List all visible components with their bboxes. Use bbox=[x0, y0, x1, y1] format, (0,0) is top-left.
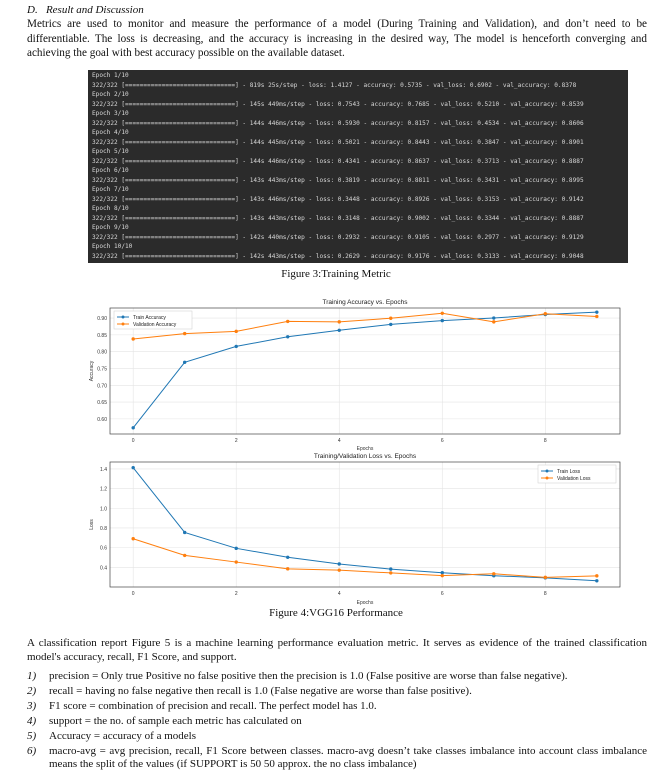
console-line: 322/322 [==============================] - 144s 445ms/step - loss: 0.5021 - accuracy: 0.8443 - val_loss: 0.3847 - val_accuracy: 0.8901 bbox=[92, 138, 584, 146]
data-point bbox=[338, 562, 341, 565]
x-tick-label: 8 bbox=[543, 591, 547, 597]
x-tick-label: 0 bbox=[131, 591, 135, 597]
list-text: recall = having no false negative then recall is 1.0 (False negative are worse than false positive). bbox=[49, 685, 472, 697]
data-point bbox=[441, 574, 444, 577]
console-line: Epoch 9/10 bbox=[92, 224, 129, 231]
figure3-caption: Figure 3:Training Metric bbox=[281, 268, 391, 280]
y-axis-label: Loss bbox=[89, 519, 95, 530]
console-line: Epoch 3/10 bbox=[92, 110, 129, 117]
console-line: Epoch 8/10 bbox=[92, 205, 129, 212]
y-tick-label: 0.8 bbox=[100, 525, 107, 532]
data-point bbox=[131, 426, 134, 429]
training-console-output bbox=[88, 70, 628, 263]
data-point bbox=[235, 547, 238, 550]
y-tick-label: 0.90 bbox=[97, 316, 107, 323]
data-point bbox=[286, 335, 289, 338]
console-line: Epoch 6/10 bbox=[92, 167, 129, 174]
y-tick-label: 1.0 bbox=[100, 506, 107, 513]
list-text: Accuracy = accuracy of a models bbox=[49, 730, 196, 742]
x-tick-label: 4 bbox=[337, 438, 341, 444]
y-tick-label: 0.65 bbox=[97, 400, 107, 407]
series-line bbox=[133, 312, 597, 428]
chart-title: Training/Validation Loss vs. Epochs bbox=[313, 453, 417, 460]
data-point bbox=[492, 572, 495, 575]
legend-label: Validation Loss bbox=[557, 475, 591, 482]
y-axis-label: Accuracy bbox=[89, 360, 95, 382]
data-point bbox=[441, 319, 444, 322]
data-point bbox=[183, 531, 186, 534]
data-point bbox=[235, 330, 238, 333]
x-tick-label: 6 bbox=[440, 438, 444, 444]
data-point bbox=[544, 576, 547, 579]
data-point bbox=[595, 310, 598, 313]
y-tick-label: 0.80 bbox=[97, 349, 107, 356]
list-text: support = the no. of sample each metric has calculated on bbox=[49, 715, 302, 727]
list-number: 5) bbox=[27, 730, 37, 742]
data-point bbox=[235, 345, 238, 348]
data-point bbox=[389, 571, 392, 574]
console-line: 322/322 [==============================] - 144s 446ms/step - loss: 0.5930 - accuracy: 0.8157 - val_loss: 0.4534 - val_accuracy: 0.8606 bbox=[92, 119, 584, 127]
list-number: 3) bbox=[27, 700, 37, 712]
legend-label: Train Loss bbox=[557, 468, 581, 475]
x-tick-label: 8 bbox=[543, 438, 547, 444]
data-point bbox=[389, 567, 392, 570]
data-point bbox=[286, 320, 289, 323]
data-point bbox=[338, 329, 341, 332]
console-line: 322/322 [==============================] - 143s 443ms/step - loss: 0.3819 - accuracy: 0.8811 - val_loss: 0.3431 - val_accuracy: 0.8995 bbox=[92, 176, 584, 184]
x-tick-label: 2 bbox=[234, 591, 238, 597]
x-tick-label: 4 bbox=[337, 591, 341, 597]
console-line: 322/322 [==============================] - 144s 446ms/step - loss: 0.4341 - accuracy: 0.8637 - val_loss: 0.3713 - val_accuracy: 0.8887 bbox=[92, 157, 584, 165]
section-heading: D. Result and Discussion bbox=[27, 4, 144, 16]
x-axis-label: Epochs bbox=[356, 600, 374, 606]
console-line: Epoch 7/10 bbox=[92, 186, 129, 193]
list-text: macro-avg = avg precision, recall, F1 Score between classes. macro-avg doesn’t take classes imbalance into account class imbalance means the split of the values (if SUPPORT is 50 50 approx. the no class imbalance) bbox=[49, 745, 647, 770]
y-tick-label: 0.60 bbox=[97, 416, 107, 423]
data-point bbox=[131, 537, 134, 540]
x-tick-label: 0 bbox=[131, 438, 135, 444]
data-point bbox=[235, 560, 238, 563]
data-point bbox=[389, 323, 392, 326]
x-tick-label: 2 bbox=[234, 438, 238, 444]
y-tick-label: 1.2 bbox=[100, 486, 107, 493]
console-line: 322/322 [==============================] - 145s 449ms/step - loss: 0.7543 - accuracy: 0.7685 - val_loss: 0.5210 - val_accuracy: 0.8539 bbox=[92, 100, 584, 108]
y-tick-label: 0.70 bbox=[97, 383, 107, 390]
console-line: Epoch 1/10 bbox=[92, 72, 129, 79]
y-tick-label: 0.4 bbox=[100, 565, 107, 572]
console-line: Epoch 4/10 bbox=[92, 129, 129, 136]
data-point bbox=[492, 316, 495, 319]
data-point bbox=[595, 579, 598, 582]
x-tick-label: 6 bbox=[440, 591, 444, 597]
loss-chart bbox=[88, 452, 633, 607]
chart-title: Training Accuracy vs. Epochs bbox=[322, 299, 408, 306]
figure4-caption: Figure 4:VGG16 Performance bbox=[269, 607, 403, 619]
x-axis-label: Epochs bbox=[356, 446, 374, 452]
console-line: 322/322 [==============================] - 143s 443ms/step - loss: 0.3148 - accuracy: 0.9002 - val_loss: 0.3344 - val_accuracy: 0.8887 bbox=[92, 214, 584, 222]
legend-marker bbox=[546, 477, 549, 480]
list-number: 6) bbox=[27, 745, 37, 757]
console-line: 322/322 [==============================] - 142s 443ms/step - loss: 0.2629 - accuracy: 0.9176 - val_loss: 0.3133 - val_accuracy: 0.9048 bbox=[92, 252, 584, 260]
data-point bbox=[595, 315, 598, 318]
console-line: Epoch 2/10 bbox=[92, 91, 129, 98]
console-line: Epoch 5/10 bbox=[92, 148, 129, 155]
legend-marker bbox=[122, 316, 125, 319]
data-point bbox=[544, 312, 547, 315]
data-point bbox=[389, 317, 392, 320]
data-point bbox=[131, 466, 134, 469]
legend-marker bbox=[546, 470, 549, 473]
data-point bbox=[338, 568, 341, 571]
y-tick-label: 0.75 bbox=[97, 366, 107, 373]
console-line: 322/322 [==============================] - 143s 446ms/step - loss: 0.3448 - accuracy: 0.8926 - val_loss: 0.3153 - val_accuracy: 0.9142 bbox=[92, 195, 584, 203]
list-text: F1 score = combination of precision and recall. The perfect model has 1.0. bbox=[49, 700, 377, 712]
series-line bbox=[133, 539, 597, 578]
data-point bbox=[286, 556, 289, 559]
body-paragraph: A classification report Figure 5 is a machine learning performance evaluation metric. It serves as evidence of the trained classification model's accuracy, recall, F1 Score, and support. bbox=[27, 637, 647, 663]
series-line bbox=[133, 468, 597, 581]
list-text: precision = Only true Positive no false positive then the precision is 1.0 (False positive are worse than false negative). bbox=[49, 670, 568, 682]
y-tick-label: 0.6 bbox=[100, 545, 107, 552]
data-point bbox=[441, 571, 444, 574]
accuracy-chart bbox=[88, 295, 633, 457]
list-number: 4) bbox=[27, 715, 37, 727]
legend-label: Train Accuracy bbox=[133, 314, 166, 321]
y-tick-label: 1.4 bbox=[100, 466, 107, 473]
console-line: Epoch 10/10 bbox=[92, 243, 133, 250]
data-point bbox=[183, 332, 186, 335]
console-line: 322/322 [==============================] - 819s 25s/step - loss: 1.4127 - accuracy: 0.5735 - val_loss: 0.6902 - val_accuracy: 0.8378 bbox=[92, 81, 577, 89]
legend-marker bbox=[122, 323, 125, 326]
console-line: 322/322 [==============================] - 142s 440ms/step - loss: 0.2932 - accuracy: 0.9105 - val_loss: 0.2977 - val_accuracy: 0.9129 bbox=[92, 233, 584, 241]
y-tick-label: 0.85 bbox=[97, 332, 107, 339]
data-point bbox=[441, 312, 444, 315]
list-number: 2) bbox=[27, 685, 37, 697]
data-point bbox=[492, 320, 495, 323]
intro-paragraph: Metrics are used to monitor and measure the performance of a model (During Training and Validation), and don’t need to be differentiable. The loss is decreasing, and the accuracy is increasing in the desired way, The model is henceforth converging and achieving the goal with best accuracy possible on the available dataset. bbox=[27, 18, 647, 59]
data-point bbox=[183, 554, 186, 557]
data-point bbox=[338, 320, 341, 323]
data-point bbox=[595, 574, 598, 577]
data-point bbox=[131, 337, 134, 340]
data-point bbox=[183, 361, 186, 364]
data-point bbox=[286, 567, 289, 570]
legend-label: Validation Accuracy bbox=[133, 321, 177, 328]
list-number: 1) bbox=[27, 670, 37, 682]
